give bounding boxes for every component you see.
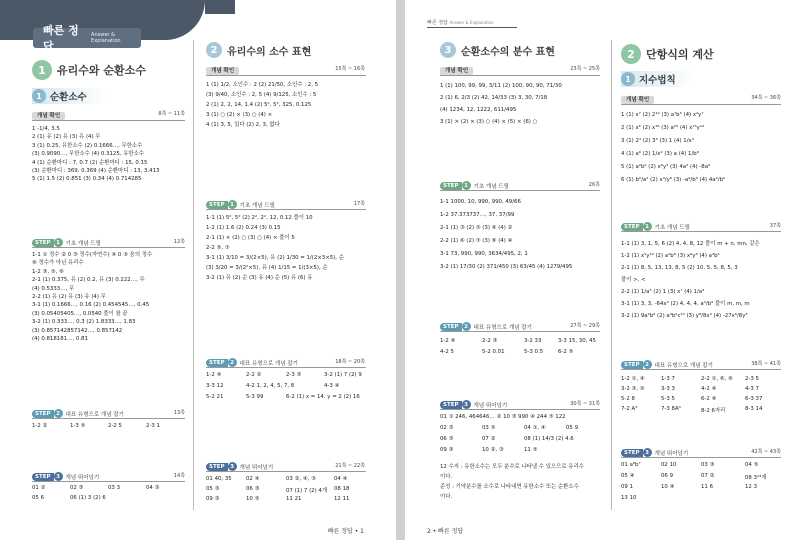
answer-item: 05 ④ <box>621 473 635 479</box>
step-number: 2 <box>228 358 237 367</box>
answer-item: 04 ①, ④ <box>524 425 546 431</box>
page-footer: 2 • 빠른 정답 <box>427 528 464 535</box>
page-footer: 빠른 정답 • 1 <box>327 528 364 535</box>
answer-item: 7-2 A³ <box>621 406 638 412</box>
answer-item: 13 10 <box>621 495 637 501</box>
answer-item: 06 ③ <box>246 486 260 492</box>
step-number: 1 <box>228 200 237 209</box>
chapter-number: 2 <box>621 44 641 64</box>
answer-line: 3-1 (1) 3/10 = 3/(2×5), 유 (2) 1/30 = 1/(2×3×5), 순 <box>206 255 344 261</box>
answer-line: 이다. <box>440 474 453 480</box>
answer-item: 5-3 0.5̇ <box>524 349 544 355</box>
step-title: 개념 뛰어넘기 <box>473 402 508 409</box>
step3-answers <box>206 476 368 511</box>
answer-line: 2 (1) 2, 2, 14, 1.4 (2) 5², 5², 325, 0.125 <box>206 102 312 108</box>
answer-line: 2-2 ⑤, ⑦ <box>206 245 230 251</box>
right-page <box>405 0 803 540</box>
answer-line: 1 (1) 100, 99, 99, 3/11 (2) 100, 90, 90, 71/30 <box>440 83 562 89</box>
chapter-title <box>32 60 146 80</box>
chapter-title-text: 유리수와 순환소수 <box>57 64 146 77</box>
answer-line: 1-1 1000, 10, 990, 990, 49/66 <box>440 199 521 205</box>
step-badge: STEP <box>32 473 54 481</box>
answer-item: 11 ⑤ <box>524 447 538 453</box>
answer-item: 08 3¹³개 <box>745 475 767 481</box>
section-title-text: 순환소수의 분수 표현 <box>461 46 555 58</box>
answer-line: 4 (1) a⁶ (2) 1/x² (3) a (4) 1/b⁶ <box>621 151 699 157</box>
step-badge: STEP <box>206 359 228 367</box>
answer-item: 06 ③ <box>440 436 454 442</box>
answer-line: 3-2 (1) 0.333…, 0.3̇ (2) 1.8333…, 1.83̇ <box>32 319 136 326</box>
step3-range: 30쪽 ~ 31쪽 <box>570 401 600 407</box>
answer-line: 3-2 (1) 유 (2) 순 (3) 유 (4) 순 (5) 유 (6) 유 <box>206 275 313 281</box>
answer-line: (3) 0.857142857142…, 0.8̇57142̇ <box>32 327 123 334</box>
answer-line: (3) 0.9090…, 무한소수 (4) 0.3125, 유한소수 <box>32 151 145 158</box>
answer-line: 3-1 (1) 3, 3, -64x⁹ (2) 4, 4, 4, a⁴/b⁸ 풀이 m, m, m <box>621 301 750 307</box>
section-number: 3 <box>440 42 456 58</box>
section-rule <box>440 331 600 332</box>
answer-line: 1-1 (1) 5², 5² (2) 2², 2², 12, 0.12 풀이 10 <box>206 215 313 221</box>
step-badge: STEP <box>621 223 643 231</box>
concept-range: 23쪽 ~ 25쪽 <box>570 66 600 72</box>
step-number: 1 <box>54 238 63 247</box>
answer-line: 풀이 >, < <box>621 277 646 283</box>
step3-header <box>440 400 507 409</box>
answer-line: 2-1 (1) 8, 5, 13, 13, 8, 5 (2) 10, 5, 5, 8, 5, 3 <box>621 265 738 271</box>
step3-header <box>32 472 99 481</box>
header-band-edge <box>205 0 235 14</box>
answer-item: 02 ④ <box>246 476 260 482</box>
answer-item: 5-2 21 <box>206 394 224 400</box>
concept-check-label: 개념 확인 <box>440 67 473 75</box>
answer-item: 1-3 7 <box>661 376 675 382</box>
answer-item: 1-2 ④ <box>206 372 222 378</box>
answer-item: 09 ③ <box>206 496 220 502</box>
subsection-number: 1 <box>621 72 635 86</box>
answer-item: 10 ②, ③ <box>482 447 504 453</box>
section-rule <box>621 231 781 232</box>
step1-range: 17쪽 <box>353 201 365 207</box>
answer-line: ⑥ 정수가 아닌 유리수 <box>32 260 84 267</box>
subsection-title <box>32 88 107 104</box>
answer-line: 3-1 73, 990, 990, 3634/495, 2, 1 <box>440 251 528 257</box>
section-rule <box>621 369 781 370</box>
step-badge: STEP <box>206 201 228 209</box>
section-number: 2 <box>206 42 222 58</box>
section-rule <box>32 481 185 482</box>
concept-answers <box>32 125 159 184</box>
answer-item: 2-3 1 <box>146 423 160 429</box>
step-number: 1 <box>643 222 652 231</box>
step2-header <box>621 360 713 369</box>
answer-item: 3-3 12 <box>206 383 224 389</box>
answer-line: 3-2 (1) 9a²b⁶ (2) a⁹b⁵c¹⁰ (3) y⁸/8x³ (4) -27x⁶/8y³ <box>621 313 748 319</box>
answer-item: 01 a⁸b⁷ <box>621 462 641 468</box>
answer-line: 2 (1) 유 (2) 유 (3) 유 (4) 무 <box>32 134 101 141</box>
concept-range: 8쪽 ~ 11쪽 <box>158 111 185 117</box>
answer-item: 07 ② <box>701 473 715 479</box>
answer-line: 2 (1) 6, 2/3 (2) 42, 14/33 (3) 3, 30, 7/18 <box>440 95 548 101</box>
concept-range: 34쪽 ~ 36쪽 <box>751 95 781 101</box>
answer-line: 1-2 ③, ⑤, ⑥ <box>32 268 64 275</box>
step3-range: 42쪽 ~ 43쪽 <box>751 449 781 455</box>
answer-line: 1 -1/4, 3.5 <box>32 126 60 132</box>
answer-line: 1 (1) x⁷ (2) 2¹⁰ (3) a⁷b⁵ (4) x⁴y⁷ <box>621 112 704 118</box>
section-rule <box>32 247 185 248</box>
answer-item: 05 9 <box>566 425 579 431</box>
answer-item: 03 ②, ④, ⑤ <box>286 476 316 482</box>
step-badge: STEP <box>440 323 462 331</box>
answer-item: 3-2 (1) 7 (2) 9 <box>324 372 362 378</box>
section-rule <box>440 75 600 76</box>
answer-item: 5-3 99 <box>246 394 264 400</box>
answer-line: 1-2 (1) x⁵y¹⁰ (2) a²b⁸ (3) x⁶y⁸ (4) a⁴b⁵ <box>621 253 720 259</box>
step1-answers <box>206 213 344 283</box>
step3-header <box>206 462 273 471</box>
section-rule <box>32 120 185 121</box>
subsection-title <box>621 71 696 87</box>
answer-item: 7-3 8A⁴ <box>661 406 681 412</box>
answer-line: 2-1 (1) ③ (2) ⑤ (3) ⑥ (4) ② <box>440 225 513 231</box>
answer-item: 6-3 37 <box>745 396 763 402</box>
step-title: 대표 유형으로 개념 잡기 <box>473 324 532 331</box>
answer-line: 4 (1) 3, 5, 있다 (2) 2, 3, 없다 <box>206 122 280 128</box>
step-title: 대표 유형으로 개념 잡기 <box>654 362 713 369</box>
concept-answers <box>440 80 562 128</box>
answer-line: 이다. <box>440 494 453 500</box>
answer-item: 2-2 ② <box>246 372 262 378</box>
answer-item: 10 ④ <box>661 484 675 490</box>
answer-item: 4-3 ④ <box>324 383 340 389</box>
section-rule <box>206 75 366 76</box>
step-badge: STEP <box>32 410 54 418</box>
answer-item: 07 (1) 7 (2) 4개 <box>286 488 328 494</box>
section-rule <box>440 409 600 410</box>
concept-check-label: 개념 확인 <box>32 112 65 120</box>
step-title: 대표 유형으로 개념 잡기 <box>239 360 298 367</box>
section-title <box>206 42 311 58</box>
step2-answers <box>621 376 783 426</box>
answer-item: 03 3 <box>108 485 121 491</box>
step-number: 2 <box>643 360 652 369</box>
answer-item: 2-2 ③ <box>482 338 498 344</box>
answer-item: 02 10 <box>661 462 677 468</box>
answer-line: 4 (1) 순환마디 : 7, 0.7̇ (2) 순환마디 : 15, 0.1̇5̇ <box>32 159 148 166</box>
answer-item: 6-2 ⑤ <box>558 349 574 355</box>
running-header-rule <box>427 27 517 28</box>
answer-item: 01 ② <box>32 485 46 491</box>
answer-line: (4) 0.5333…, 무 <box>32 285 75 292</box>
answer-item: 05 6 <box>32 495 45 501</box>
answer-item: 11 21 <box>286 496 302 502</box>
step3-range: 14쪽 <box>173 473 185 479</box>
step3-answers <box>32 485 187 505</box>
answer-item: 6-2 ④ <box>701 396 717 402</box>
step-badge: STEP <box>440 182 462 190</box>
answer-line: 2 (1) x⁶ (2) x¹⁸ (3) a²⁰ (4) x¹⁵y¹⁰ <box>621 125 705 131</box>
answer-item: 3-2 33 <box>524 338 542 344</box>
answer-line: (3) 순환마디 : 369, 0.3̇6̇9̇ (4) 순환마디 : 13, 3.41̇3̇ <box>32 168 160 175</box>
answers-tab <box>33 24 141 53</box>
step2-range: 38쪽 ~ 41쪽 <box>751 361 781 367</box>
concept-answers <box>206 80 318 130</box>
step-number: 3 <box>228 462 237 471</box>
column-divider <box>611 40 612 510</box>
answer-item: 05 ③ <box>206 486 220 492</box>
step1-answers <box>621 238 760 322</box>
answer-line: 2-2 (1) ⑥ (2) ⑦ (3) ⑥ (4) ④ <box>440 238 513 244</box>
step-badge: STEP <box>32 239 54 247</box>
step1-answers <box>32 251 152 343</box>
answer-item: 09 1 <box>621 484 634 490</box>
step-title: 대표 유형으로 개념 잡기 <box>65 411 124 418</box>
subsection-title-text: 지수법칙 <box>639 75 676 86</box>
left-page <box>0 0 396 540</box>
answer-item: 5-2 0.0̇1̇ <box>482 349 505 355</box>
step-number: 3 <box>643 448 652 457</box>
book-gutter <box>396 0 405 540</box>
answer-item: 06 9 <box>661 473 674 479</box>
step2-range: 18쪽 ~ 20쪽 <box>335 359 365 365</box>
answer-item: 4-3 7 <box>745 386 759 392</box>
answer-line: 5 (1) a²b² (2) x⁶y³ (3) 4a² (4) -8a⁶ <box>621 164 711 170</box>
answer-item: 1-2 ④ <box>440 338 456 344</box>
step-badge: STEP <box>621 361 643 369</box>
step-title: 개념 뛰어넘기 <box>239 464 274 471</box>
answers-tab-title: 빠른 정답 <box>43 24 79 53</box>
answer-line: 3 (1) 2⁴ (2) 3⁵ (3) 1 (4) 1/x⁴ <box>621 138 694 144</box>
answer-line: 준성 : 기약분수를 소수로 나타내면 유한소수 또는 순환소수 <box>440 484 579 490</box>
column-divider <box>193 40 194 510</box>
concept-check-label: 개념 확인 <box>206 67 239 75</box>
step1-range: 37쪽 <box>769 223 781 229</box>
answer-line: 12 수지 : 유한소수는 모두 분수로 나타낼 수 있으므로 유리수 <box>440 464 584 470</box>
answer-item: 1-3 ⑤ <box>70 423 86 429</box>
answer-line: 2-2 (1) 유 (2) 유 (3) 유 (4) 무 <box>32 294 106 301</box>
section-title <box>440 42 555 58</box>
answer-line: (3) 3/20 = 3/(2²×5), 유 (4) 1/15 = 1/(3×5), 순 <box>206 265 328 271</box>
step1-answers <box>440 196 572 274</box>
step2-header <box>440 322 532 331</box>
section-rule <box>206 367 366 368</box>
step1-header <box>440 181 509 190</box>
section-rule <box>440 190 600 191</box>
concept-answers <box>621 109 725 187</box>
step2-header <box>206 358 298 367</box>
answer-item: 06 (1) 3 (2) 6 <box>70 495 106 501</box>
answer-item: 8-3 14 <box>745 406 763 412</box>
answer-item: 3-2 ③, ⑤ <box>621 386 645 392</box>
answer-item: 5-3 5 <box>661 396 675 402</box>
answer-line: 3 (1) × (2) × (3) ○ (4) × (5) × (6) ○ <box>440 119 538 125</box>
subsection-number: 1 <box>32 89 46 103</box>
answer-item: 09 ③ <box>440 447 454 453</box>
answer-item: 8-2 6자리 <box>701 408 726 414</box>
answer-line: 2-2 (1) 1/a³ (2) 1 (3) x⁷ (4) 1/a³ <box>621 289 705 295</box>
step2-range: 13쪽 <box>173 410 185 416</box>
running-header-subtitle: Answer & Explanation <box>449 20 494 25</box>
answer-item: 6-2 (1) x = 14, y = 2 (2) 16 <box>286 394 360 400</box>
answer-item: 01 ① 246, 464646… ② 10 ③ 990 ④ 244 ⑤ 122 <box>440 414 566 420</box>
step2-range: 27쪽 ~ 29쪽 <box>570 323 600 329</box>
answer-item: 2-2 5 <box>108 423 122 429</box>
section-title-text: 유리수의 소수 표현 <box>227 46 312 58</box>
answer-item: 01 40, 35 <box>206 476 232 482</box>
step-number: 2 <box>54 409 63 418</box>
step-badge: STEP <box>206 463 228 471</box>
running-header-title: 빠른 정답 <box>427 20 448 26</box>
step1-header <box>206 200 275 209</box>
step3-range: 21쪽 ~ 22쪽 <box>335 463 365 469</box>
answer-line: 3 (1) ○ (2) × (3) ○ (4) × <box>206 112 273 118</box>
answer-item: 3-3 15, 30, 45 <box>558 338 596 344</box>
answer-item: 02 ③ <box>440 425 454 431</box>
answer-item: 03 ③ <box>701 462 715 468</box>
answer-item: 2-2 ①, ⑥, ⑥ <box>701 376 733 382</box>
step-badge: STEP <box>621 449 643 457</box>
answer-item: 4-2 ④ <box>701 386 717 392</box>
answer-line: 2-1 (1) 0.375, 유 (2) 0.2, 유 (3) 0.222…, 무 <box>32 277 145 284</box>
answer-line: (4) 1234, 12, 1222, 611/495 <box>440 107 517 113</box>
answer-item: 07 ② <box>482 436 496 442</box>
chapter-title-text: 단항식의 계산 <box>646 48 714 61</box>
step-number: 3 <box>54 472 63 481</box>
answer-item: 4-2 5 <box>440 349 454 355</box>
section-rule <box>206 471 366 472</box>
answer-item: 1-2 ② <box>32 423 48 429</box>
answer-item: 12 3 <box>745 484 758 490</box>
step-title: 기초 개념 드릴 <box>65 240 101 247</box>
step-number: 2 <box>462 322 471 331</box>
step-title: 개념 뛰어넘기 <box>654 450 689 457</box>
step1-header <box>32 238 101 247</box>
section-rule <box>206 209 366 210</box>
answer-line: 3-2 (1) 17/30 (2) 371/450 (3) 63/45 (4) 1279/495 <box>440 264 573 270</box>
answer-item: 2-3 5 <box>745 376 759 382</box>
step2-answers <box>206 372 368 422</box>
answer-item: 04 ④ <box>334 476 348 482</box>
step-number: 3 <box>462 400 471 409</box>
step2-header <box>32 409 124 418</box>
answer-item: 02 ③ <box>70 485 84 491</box>
chapter-number: 1 <box>32 60 52 80</box>
step1-range: 12쪽 <box>173 239 185 245</box>
step-title: 개념 뛰어넘기 <box>65 474 100 481</box>
step-title: 기초 개념 드릴 <box>654 224 690 231</box>
answer-line: 1-2 (1) 1.6 (2) 0.24 (3) 0.15 <box>206 225 281 231</box>
answer-line: 1-1 ① 정수 ② 0 ③ 정수(자연수) ④ 0 ⑤ 음의 정수 <box>32 252 153 258</box>
step3-answers <box>440 414 602 464</box>
running-header <box>427 19 494 26</box>
answer-item: 1-2 ①, ④ <box>621 376 645 382</box>
concept-range: 15쪽 ~ 16쪽 <box>335 66 365 72</box>
answer-item: 12 11 <box>334 496 350 502</box>
answer-item: 10 ⑤ <box>246 496 260 502</box>
step3-note <box>440 462 584 502</box>
answer-line: 2-1 (1) × (2) ○ (3) ○ (4) × 풀이 5 <box>206 235 295 241</box>
answer-line: 1-1 (1) 3, 1, 5, 6 (2) 4, 4, 8, 12 풀이 m + n, mn, 같은 <box>621 241 760 247</box>
subsection-title-text: 순환소수 <box>50 92 87 103</box>
answer-line: 3 (1) 0.25, 유한소수 (2) 0.1666…, 무한소수 <box>32 142 143 149</box>
step3-answers <box>621 462 783 512</box>
answer-item: 04 ③ <box>146 485 160 491</box>
answers-tab-subtitle: Answer & Explanation <box>91 32 121 44</box>
answer-item: 08 18 <box>334 486 350 492</box>
answer-item: 08 (1) 14/3 (2) 4.6̇ <box>524 436 574 442</box>
section-rule <box>32 418 185 419</box>
answer-line: 6 (1) b²/a² (2) x⁴/y⁸ (3) -a⁹/b³ (4) 4a²/b⁶ <box>621 177 726 183</box>
answer-line: 5 (1) 1.5̇ (2) 0.8̇5̇1̇ (3) 0.3̇4̇ (4) 0.7̇14285̇ <box>32 176 142 183</box>
answer-item: 03 ⑤ <box>482 425 496 431</box>
step1-header <box>621 222 690 231</box>
section-rule <box>621 457 781 458</box>
answer-item: 04 ⑤ <box>745 462 759 468</box>
step2-answers <box>32 423 187 435</box>
section-rule <box>621 104 781 105</box>
step-badge: STEP <box>440 401 462 409</box>
answer-item: 2-3 ③ <box>286 372 302 378</box>
step2-answers <box>440 338 602 363</box>
answer-line: 1-2 37.373737…, 37, 37/99 <box>440 212 515 218</box>
answer-item: 4-2 1, 2, 4, 5, 7, 8 <box>246 383 295 389</box>
step-title: 기초 개념 드릴 <box>473 183 509 190</box>
chapter-title <box>621 44 714 64</box>
concept-check-label: 개념 확인 <box>621 96 654 104</box>
answer-line: 1 (1) 1/2, 소인수 : 2 (2) 21/50, 소인수 : 2, 5 <box>206 82 319 88</box>
answer-item: 11 6 <box>701 484 714 490</box>
answer-item: 5-2 8 <box>621 396 635 402</box>
answer-line: (3) 9/40, 소인수 : 2, 5 (4) 9/125, 소인수 : 5 <box>206 92 317 98</box>
answer-line: 3-1 (1) 0.1666…, 0.16̇ (2) 0.454545…, 0.4̇5̇ <box>32 302 150 309</box>
step1-range: 26쪽 <box>588 182 600 188</box>
answer-item: 3-3 3 <box>661 386 675 392</box>
answer-line: (3) 0.05405405…, 0.05̇40̇ 풀이 참 끝 <box>32 310 128 317</box>
step-title: 기초 개념 드릴 <box>239 202 275 209</box>
answer-line: (4) 0.818181…, 0.8̇1̇ <box>32 336 88 343</box>
step-number: 1 <box>462 181 471 190</box>
step3-header <box>621 448 688 457</box>
